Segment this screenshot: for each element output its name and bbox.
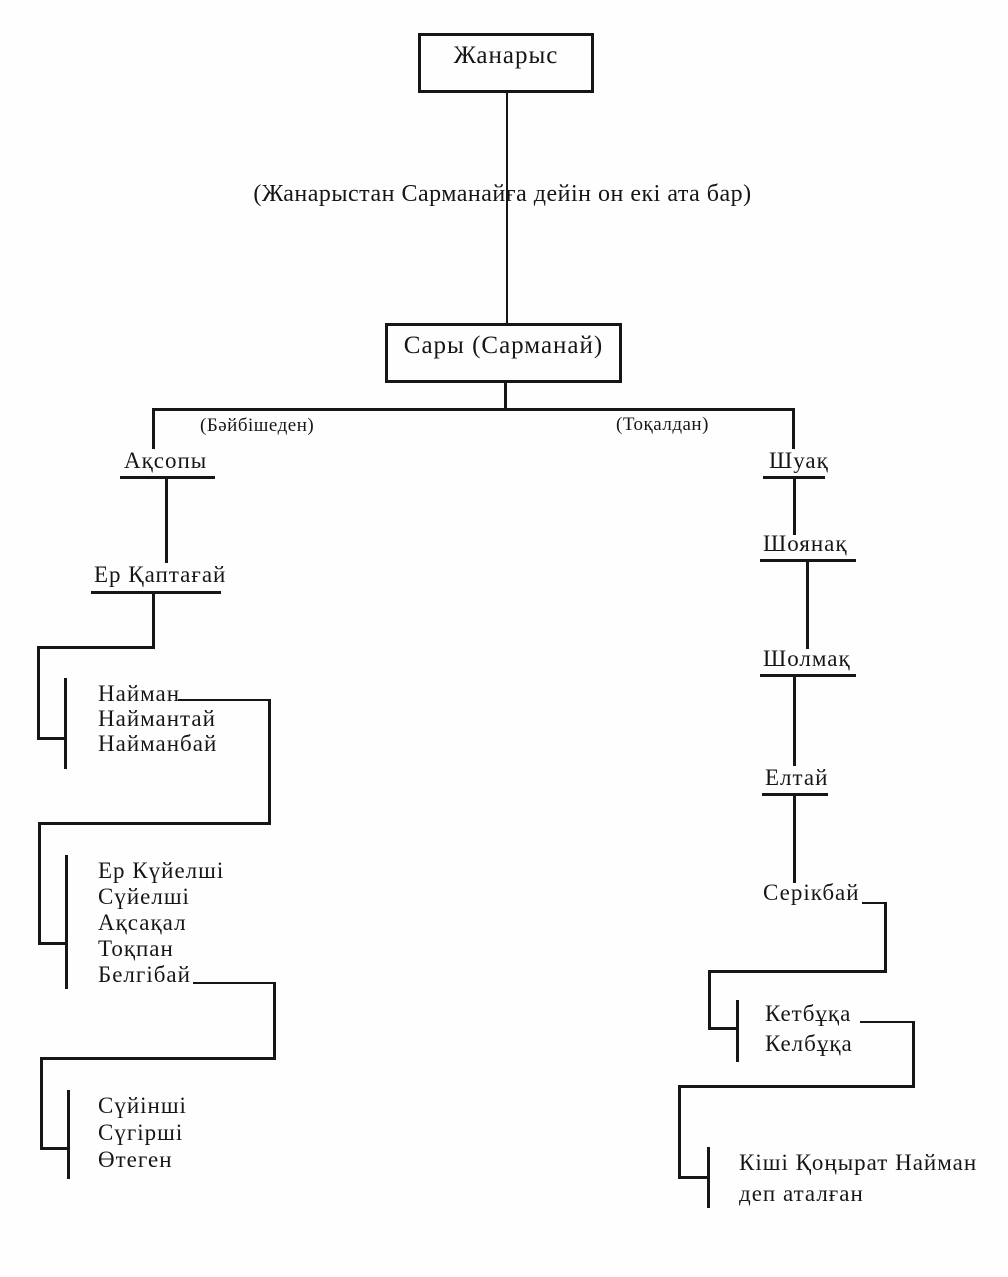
final-note — [739, 1147, 977, 1209]
connector-line — [38, 942, 68, 945]
person-name: Өтеген — [98, 1147, 173, 1172]
connector-line — [38, 822, 41, 945]
node-sary-label: Сары (Сарманай) — [403, 332, 604, 359]
person-name: Наймантай — [98, 706, 216, 731]
person-name: Белгібай — [98, 962, 191, 987]
connector-line — [708, 970, 887, 973]
node-zhanarys-label: Жанарыс — [453, 42, 559, 69]
person-name: Кетбұқа — [765, 1001, 852, 1026]
bracket-line — [707, 1147, 710, 1208]
descendant-group-nayman — [98, 681, 217, 756]
connector-line — [506, 93, 508, 325]
node-aqsopy: Ақсопы — [124, 448, 208, 473]
underline — [760, 674, 856, 677]
node-shuaq: Шуақ — [769, 448, 829, 473]
connector-line — [678, 1085, 681, 1179]
person-name: Келбұқа — [765, 1031, 853, 1056]
connector-line — [678, 1085, 915, 1088]
connector-line — [862, 902, 886, 904]
bracket-line — [64, 678, 67, 769]
bracket-line — [65, 855, 68, 989]
person-name: Тоқпан — [98, 936, 174, 961]
node-serikbay: Серікбай — [763, 880, 860, 905]
connector-line — [152, 594, 155, 649]
node-er-qaptagay: Ер Қаптағай — [94, 562, 227, 587]
branch-label-toqal: (Тоқалдан) — [616, 414, 709, 435]
connector-line — [40, 1057, 276, 1060]
descendant-group-suyinshi — [98, 1092, 187, 1173]
connector-line — [40, 1057, 43, 1150]
person-name: Найман — [98, 681, 181, 706]
generations-note: (Жанарыстан Сарманайға дейін он екі ата бар) — [253, 181, 752, 207]
node-shoyanaq: Шоянақ — [763, 531, 848, 556]
connector-line — [884, 902, 887, 972]
node-eltay: Елтай — [765, 765, 829, 790]
person-name: Найманбай — [98, 731, 218, 756]
connector-line — [708, 1027, 738, 1030]
descendant-group-kuyelshi — [98, 858, 224, 988]
person-name: Сүйінші — [98, 1093, 187, 1118]
connector-line — [708, 970, 711, 1030]
connector-line — [273, 982, 276, 1059]
branch-label-baybishe: (Бәйбішеден) — [200, 415, 315, 436]
connector-line — [268, 699, 271, 824]
connector-line — [792, 408, 795, 449]
bracket-line — [736, 1000, 739, 1062]
node-sholmaq: Шолмақ — [763, 646, 851, 671]
connector-line — [806, 562, 809, 649]
connector-line — [678, 1176, 708, 1179]
connector-line — [38, 822, 271, 825]
connector-line — [152, 408, 795, 411]
connector-line — [37, 646, 155, 649]
final-note-line: Кіші Қоңырат Найман — [739, 1150, 978, 1175]
bracket-line — [67, 1090, 70, 1179]
connector-line — [40, 1147, 70, 1150]
connector-line — [504, 381, 507, 410]
connector-line — [912, 1021, 915, 1087]
connector-line — [165, 479, 168, 563]
underline — [91, 591, 221, 594]
person-name: Ақсақал — [98, 910, 187, 935]
descendant-group-ketbuqa — [765, 999, 853, 1059]
person-name: Сүйелші — [98, 884, 190, 909]
person-name: Сүгірші — [98, 1120, 184, 1145]
connector-line — [37, 646, 40, 740]
connector-line — [793, 677, 796, 766]
connector-line — [37, 737, 67, 740]
connector-line — [793, 479, 796, 535]
final-note-line: деп аталған — [739, 1181, 864, 1206]
connector-line — [793, 796, 796, 883]
person-name: Ер Күйелші — [98, 858, 225, 883]
node-sary-box — [385, 323, 622, 383]
connector-line — [860, 1021, 914, 1023]
node-zhanarys-box — [418, 33, 594, 93]
connector-line — [152, 408, 155, 449]
